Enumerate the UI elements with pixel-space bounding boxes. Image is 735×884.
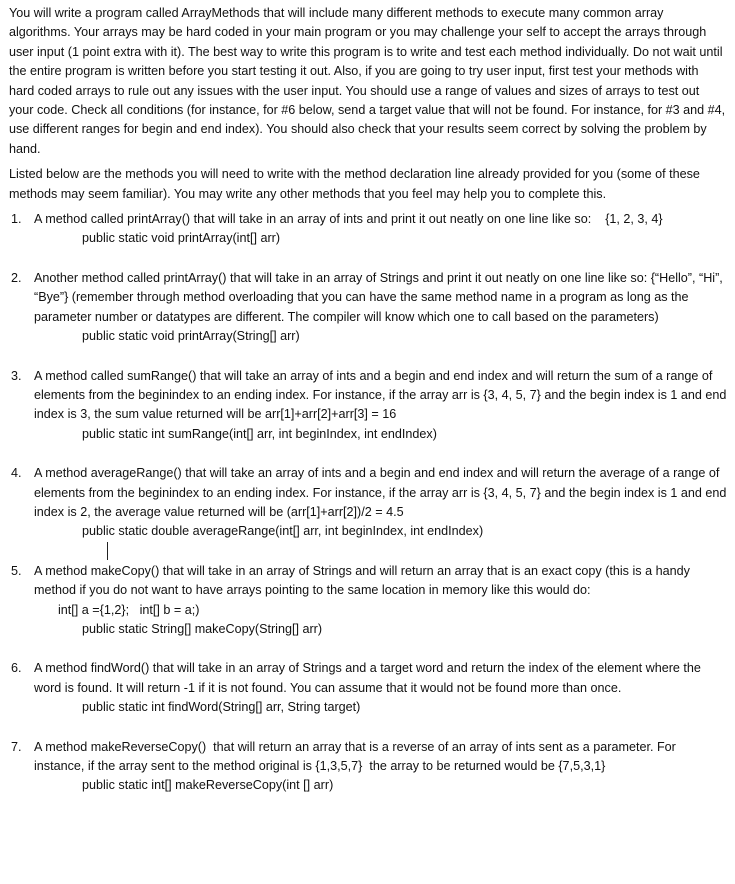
method-item-1	[9, 210, 727, 249]
item-description: A method makeReverseCopy() that will return an array that is a reverse of an array of ints sent as a parameter. For instance, if the array sent to the method original is {1,3,5,7} the array to be returned would be {7,5,3,1}	[34, 739, 680, 773]
method-signature: public static double averageRange(int[] arr, int beginIndex, int endIndex)	[82, 524, 484, 539]
method-item-7	[9, 738, 727, 796]
method-item-3	[9, 367, 727, 445]
item-number: 6.	[11, 661, 22, 676]
listed-intro-paragraph: Listed below are the methods you will need to write with the method declaration line already provided for you (some of these methods may seem familiar). You may write any other methods that you feel may help you to complete this.	[9, 167, 700, 201]
method-signature: public static void printArray(String[] arr)	[82, 329, 300, 344]
document-page	[9, 4, 727, 796]
method-item-2	[9, 269, 727, 347]
method-signature: public static int sumRange(int[] arr, int beginIndex, int endIndex)	[82, 426, 437, 441]
method-signature: public static String[] makeCopy(String[] arr)	[82, 621, 323, 636]
item-number: 2.	[11, 270, 22, 285]
code-example: int[] a ={1,2}; int[] b = a;)	[58, 602, 200, 617]
item-number: 7.	[11, 739, 22, 754]
item-description: A method averageRange() that will take an array of ints and a begin and end index and will return the average of a range of elements from the beginindex to an ending index. For instance, if the array arr is {3, 4, 5, 7} and the begin index is 1 and end index is 2, the average value returned will be (arr[1]+arr[2])/2 = 4.5	[34, 466, 727, 519]
method-item-5	[9, 562, 727, 640]
item-description: A method makeCopy() that will take in an array of Strings and will return an array that is an exact copy (this is a handy method if you do not want to have arrays pointing to the same location in memory like this would do:	[34, 563, 690, 598]
item-description: A method called sumRange() that will take an array of ints and a begin and end index and will return the sum of a range of elements from the beginindex to an ending index. For instance, if the array arr is {3, 4, 5, 7} and the begin index is 1 and end index is 3, the sum value returned will be arr[1]+arr[2]+arr[3] = 16	[34, 368, 727, 422]
method-item-4	[9, 464, 727, 560]
method-signature: public static int[] makeReverseCopy(int [] arr)	[82, 778, 334, 793]
text-cursor	[107, 542, 108, 560]
item-number: 5.	[11, 563, 22, 578]
intro-paragraph: You will write a program called ArrayMethods that will include many different methods to execute many common array algorithms. Your arrays may be hard coded in your main program or you may challenge your self to accept the arrays through user input (1 point extra with it). The best way to write this program is to write and test each method individually. Do not wait until the entire program is written before you start testing it out. Also, if you are going to try user input, first test your methods with hard coded arrays to rule out any issues with the user input. You should use a range of values and sizes of arrays to test out your code. Check all conditions (for instance, for #6 below, send a target value that will not be found. For instance, for #3 and #4, use different ranges for begin and end index). You should also check that your results seem correct by solving the problem by hand.	[9, 6, 726, 156]
item-number: 3.	[11, 368, 22, 383]
method-signature: public static int findWord(String[] arr, String target)	[82, 700, 361, 715]
item-description: Another method called printArray() that will take in an array of Strings and print it out neatly on one line like so: {“Hello”, “Hi”, “Bye”} (remember through method overloading that you can have the same method name in a program as long as the parameter number or datatypes are different. The compiler will know which one to call based on the parameters)	[34, 270, 723, 324]
item-number: 4.	[11, 466, 22, 481]
methods-list	[9, 210, 727, 796]
item-number: 1.	[11, 212, 22, 227]
method-item-6	[9, 659, 727, 717]
method-signature: public static void printArray(int[] arr)	[82, 231, 281, 246]
item-description: A method findWord() that will take in an array of Strings and a target word and return the index of the element where the word is found. It will return -1 if it is not found. You can assume that it would not be found more than once.	[34, 661, 701, 695]
item-description: A method called printArray() that will take in an array of ints and print it out neatly on one line like so: {1, 2, 3, 4}	[34, 212, 663, 227]
